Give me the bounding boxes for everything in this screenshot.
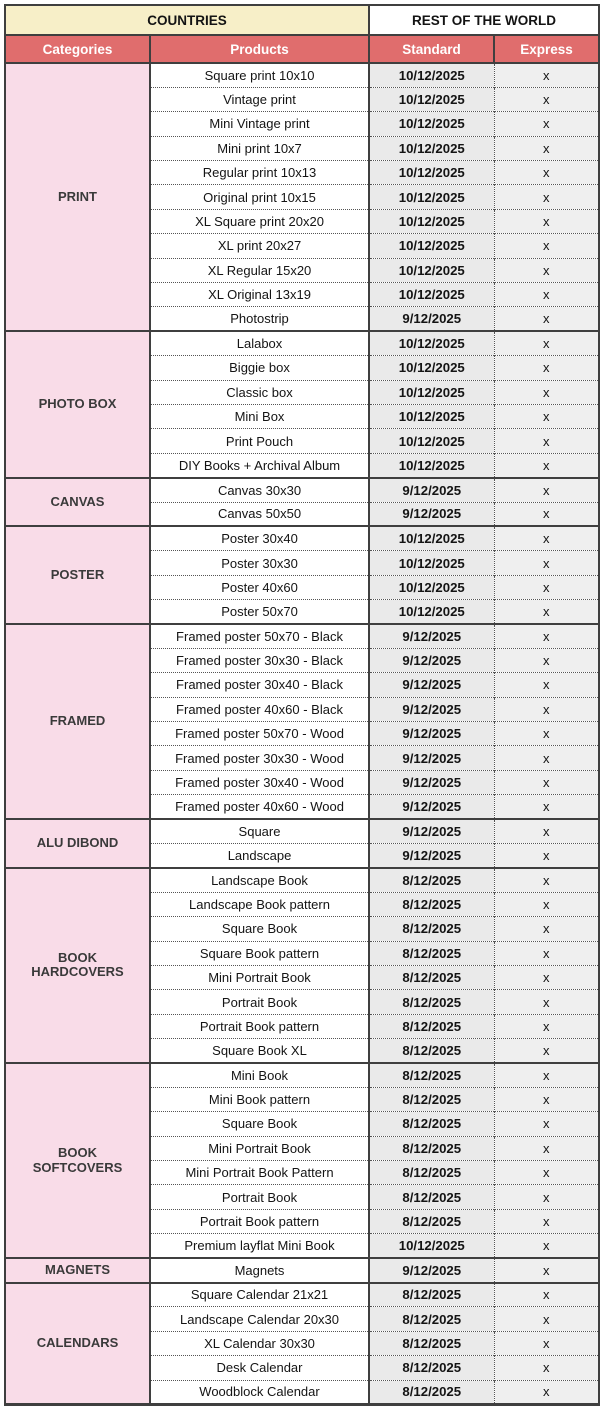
standard-date-cell: 10/12/2025 xyxy=(369,258,494,282)
express-cell: x xyxy=(494,283,599,307)
table-row xyxy=(5,1063,599,1087)
standard-date-cell: 9/12/2025 xyxy=(369,624,494,648)
product-cell: Portrait Book xyxy=(150,1185,369,1209)
table-row xyxy=(5,478,599,502)
standard-date-cell: 10/12/2025 xyxy=(369,283,494,307)
express-cell: x xyxy=(494,624,599,648)
express-cell: x xyxy=(494,965,599,989)
express-cell: x xyxy=(494,453,599,477)
standard-date-cell: 8/12/2025 xyxy=(369,917,494,941)
product-cell: Biggie box xyxy=(150,356,369,380)
product-cell: Desk Calendar xyxy=(150,1356,369,1380)
product-cell: Portrait Book xyxy=(150,990,369,1014)
express-cell: x xyxy=(494,1283,599,1307)
category-cell: BOOK SOFTCOVERS xyxy=(5,1063,150,1258)
standard-date-cell: 10/12/2025 xyxy=(369,87,494,111)
standard-date-cell: 10/12/2025 xyxy=(369,136,494,160)
product-cell: Portrait Book pattern xyxy=(150,1209,369,1233)
express-cell: x xyxy=(494,770,599,794)
product-cell: Landscape xyxy=(150,844,369,868)
standard-date-cell: 10/12/2025 xyxy=(369,331,494,355)
product-cell: Mini Vintage print xyxy=(150,112,369,136)
express-cell: x xyxy=(494,941,599,965)
express-cell: x xyxy=(494,648,599,672)
express-cell: x xyxy=(494,917,599,941)
standard-date-cell: 8/12/2025 xyxy=(369,1185,494,1209)
table-row xyxy=(5,526,599,550)
standard-date-cell: 9/12/2025 xyxy=(369,502,494,526)
product-cell: Woodblock Calendar xyxy=(150,1380,369,1404)
express-cell: x xyxy=(494,380,599,404)
table-row xyxy=(5,1258,599,1282)
express-cell: x xyxy=(494,673,599,697)
express-cell: x xyxy=(494,868,599,892)
product-cell: Vintage print xyxy=(150,87,369,111)
standard-date-cell: 10/12/2025 xyxy=(369,234,494,258)
category-cell: ALU DIBOND xyxy=(5,819,150,868)
standard-date-cell: 8/12/2025 xyxy=(369,1307,494,1331)
express-cell: x xyxy=(494,746,599,770)
category-cell: MAGNETS xyxy=(5,1258,150,1282)
product-cell: DIY Books + Archival Album xyxy=(150,453,369,477)
product-cell: Portrait Book pattern xyxy=(150,1014,369,1038)
express-cell: x xyxy=(494,87,599,111)
express-cell: x xyxy=(494,1380,599,1404)
product-cell: XL Original 13x19 xyxy=(150,283,369,307)
express-cell: x xyxy=(494,112,599,136)
product-cell: Framed poster 30x30 - Black xyxy=(150,648,369,672)
express-cell: x xyxy=(494,331,599,355)
express-cell: x xyxy=(494,1014,599,1038)
express-cell: x xyxy=(494,136,599,160)
standard-date-cell: 10/12/2025 xyxy=(369,63,494,87)
standard-date-cell: 8/12/2025 xyxy=(369,1136,494,1160)
product-cell: Framed poster 30x40 - Wood xyxy=(150,770,369,794)
product-cell: Framed poster 50x70 - Wood xyxy=(150,722,369,746)
product-cell: Canvas 30x30 xyxy=(150,478,369,502)
product-cell: Magnets xyxy=(150,1258,369,1282)
standard-date-cell: 9/12/2025 xyxy=(369,722,494,746)
express-cell: x xyxy=(494,307,599,331)
product-cell: Classic box xyxy=(150,380,369,404)
standard-date-cell: 8/12/2025 xyxy=(369,1039,494,1063)
product-cell: XL Square print 20x20 xyxy=(150,209,369,233)
standard-date-cell: 10/12/2025 xyxy=(369,209,494,233)
standard-date-cell: 9/12/2025 xyxy=(369,819,494,843)
category-cell: FRAMED xyxy=(5,624,150,819)
express-cell: x xyxy=(494,526,599,550)
standard-date-cell: 9/12/2025 xyxy=(369,673,494,697)
product-cell: Photostrip xyxy=(150,307,369,331)
express-cell: x xyxy=(494,990,599,1014)
product-cell: Poster 30x30 xyxy=(150,551,369,575)
shipping-deadlines-table xyxy=(4,4,600,1406)
table-row xyxy=(5,331,599,355)
countries-header: COUNTRIES xyxy=(5,5,369,35)
express-cell: x xyxy=(494,1258,599,1282)
product-cell: Square print 10x10 xyxy=(150,63,369,87)
express-cell: x xyxy=(494,1209,599,1233)
product-cell: Print Pouch xyxy=(150,429,369,453)
standard-date-cell: 9/12/2025 xyxy=(369,770,494,794)
product-cell: Square Book XL xyxy=(150,1039,369,1063)
category-cell: BOOK HARDCOVERS xyxy=(5,868,150,1063)
express-cell: x xyxy=(494,63,599,87)
standard-date-cell: 8/12/2025 xyxy=(369,1112,494,1136)
product-cell: Square Book xyxy=(150,917,369,941)
express-cell: x xyxy=(494,575,599,599)
standard-date-cell: 10/12/2025 xyxy=(369,575,494,599)
standard-column-header: Standard xyxy=(369,35,494,63)
express-column-header: Express xyxy=(494,35,599,63)
product-cell: Mini print 10x7 xyxy=(150,136,369,160)
product-cell: Mini Portrait Book xyxy=(150,965,369,989)
category-cell: CALENDARS xyxy=(5,1283,150,1405)
products-column-header: Products xyxy=(150,35,369,63)
standard-date-cell: 9/12/2025 xyxy=(369,307,494,331)
product-cell: Mini Book pattern xyxy=(150,1087,369,1111)
express-cell: x xyxy=(494,185,599,209)
category-cell: PRINT xyxy=(5,63,150,331)
product-cell: Mini Portrait Book xyxy=(150,1136,369,1160)
product-cell: Mini Portrait Book Pattern xyxy=(150,1161,369,1185)
express-cell: x xyxy=(494,209,599,233)
table-row xyxy=(5,868,599,892)
express-cell: x xyxy=(494,722,599,746)
product-cell: Poster 30x40 xyxy=(150,526,369,550)
header-row-columns xyxy=(5,35,599,63)
standard-date-cell: 9/12/2025 xyxy=(369,746,494,770)
standard-date-cell: 8/12/2025 xyxy=(369,965,494,989)
standard-date-cell: 9/12/2025 xyxy=(369,795,494,819)
product-cell: Canvas 50x50 xyxy=(150,502,369,526)
product-cell: Landscape Book xyxy=(150,868,369,892)
express-cell: x xyxy=(494,600,599,624)
table-body xyxy=(5,63,599,1404)
standard-date-cell: 9/12/2025 xyxy=(369,478,494,502)
express-cell: x xyxy=(494,478,599,502)
product-cell: Poster 40x60 xyxy=(150,575,369,599)
standard-date-cell: 10/12/2025 xyxy=(369,112,494,136)
header-row-top xyxy=(5,5,599,35)
express-cell: x xyxy=(494,234,599,258)
product-cell: Framed poster 30x40 - Black xyxy=(150,673,369,697)
product-cell: Landscape Calendar 20x30 xyxy=(150,1307,369,1331)
standard-date-cell: 8/12/2025 xyxy=(369,941,494,965)
product-cell: XL Regular 15x20 xyxy=(150,258,369,282)
express-cell: x xyxy=(494,404,599,428)
express-cell: x xyxy=(494,1039,599,1063)
table-row xyxy=(5,624,599,648)
product-cell: Framed poster 50x70 - Black xyxy=(150,624,369,648)
product-cell: Premium layflat Mini Book xyxy=(150,1234,369,1258)
express-cell: x xyxy=(494,1331,599,1355)
product-cell: XL Calendar 30x30 xyxy=(150,1331,369,1355)
express-cell: x xyxy=(494,1087,599,1111)
express-cell: x xyxy=(494,892,599,916)
standard-date-cell: 9/12/2025 xyxy=(369,697,494,721)
express-cell: x xyxy=(494,551,599,575)
standard-date-cell: 10/12/2025 xyxy=(369,161,494,185)
express-cell: x xyxy=(494,1185,599,1209)
express-cell: x xyxy=(494,795,599,819)
rest-of-world-header: REST OF THE WORLD xyxy=(369,5,599,35)
product-cell: Square Calendar 21x21 xyxy=(150,1283,369,1307)
standard-date-cell: 10/12/2025 xyxy=(369,600,494,624)
product-cell: Lalabox xyxy=(150,331,369,355)
express-cell: x xyxy=(494,161,599,185)
table-row xyxy=(5,819,599,843)
product-cell: Mini Box xyxy=(150,404,369,428)
standard-date-cell: 8/12/2025 xyxy=(369,1380,494,1404)
standard-date-cell: 8/12/2025 xyxy=(369,1356,494,1380)
categories-column-header: Categories xyxy=(5,35,150,63)
category-cell: POSTER xyxy=(5,526,150,624)
product-cell: Framed poster 40x60 - Wood xyxy=(150,795,369,819)
standard-date-cell: 8/12/2025 xyxy=(369,1283,494,1307)
standard-date-cell: 10/12/2025 xyxy=(369,356,494,380)
express-cell: x xyxy=(494,258,599,282)
standard-date-cell: 10/12/2025 xyxy=(369,404,494,428)
product-cell: Poster 50x70 xyxy=(150,600,369,624)
standard-date-cell: 8/12/2025 xyxy=(369,990,494,1014)
product-cell: Mini Book xyxy=(150,1063,369,1087)
standard-date-cell: 10/12/2025 xyxy=(369,185,494,209)
standard-date-cell: 8/12/2025 xyxy=(369,1331,494,1355)
standard-date-cell: 8/12/2025 xyxy=(369,1014,494,1038)
product-cell: Square Book xyxy=(150,1112,369,1136)
product-cell: Framed poster 30x30 - Wood xyxy=(150,746,369,770)
standard-date-cell: 10/12/2025 xyxy=(369,526,494,550)
express-cell: x xyxy=(494,844,599,868)
table-row xyxy=(5,1283,599,1307)
standard-date-cell: 10/12/2025 xyxy=(369,1234,494,1258)
express-cell: x xyxy=(494,697,599,721)
product-cell: XL print 20x27 xyxy=(150,234,369,258)
standard-date-cell: 10/12/2025 xyxy=(369,551,494,575)
standard-date-cell: 8/12/2025 xyxy=(369,1087,494,1111)
product-cell: Landscape Book pattern xyxy=(150,892,369,916)
express-cell: x xyxy=(494,429,599,453)
express-cell: x xyxy=(494,1234,599,1258)
product-cell: Square xyxy=(150,819,369,843)
express-cell: x xyxy=(494,356,599,380)
product-cell: Square Book pattern xyxy=(150,941,369,965)
product-cell: Regular print 10x13 xyxy=(150,161,369,185)
standard-date-cell: 8/12/2025 xyxy=(369,1063,494,1087)
standard-date-cell: 10/12/2025 xyxy=(369,380,494,404)
category-cell: PHOTO BOX xyxy=(5,331,150,477)
express-cell: x xyxy=(494,1112,599,1136)
standard-date-cell: 8/12/2025 xyxy=(369,892,494,916)
standard-date-cell: 10/12/2025 xyxy=(369,453,494,477)
standard-date-cell: 9/12/2025 xyxy=(369,844,494,868)
express-cell: x xyxy=(494,819,599,843)
express-cell: x xyxy=(494,1307,599,1331)
standard-date-cell: 10/12/2025 xyxy=(369,429,494,453)
product-cell: Original print 10x15 xyxy=(150,185,369,209)
express-cell: x xyxy=(494,1063,599,1087)
standard-date-cell: 8/12/2025 xyxy=(369,1209,494,1233)
express-cell: x xyxy=(494,1136,599,1160)
standard-date-cell: 8/12/2025 xyxy=(369,868,494,892)
category-cell: CANVAS xyxy=(5,478,150,527)
express-cell: x xyxy=(494,502,599,526)
standard-date-cell: 8/12/2025 xyxy=(369,1161,494,1185)
express-cell: x xyxy=(494,1161,599,1185)
product-cell: Framed poster 40x60 - Black xyxy=(150,697,369,721)
standard-date-cell: 9/12/2025 xyxy=(369,1258,494,1282)
table-row xyxy=(5,63,599,87)
standard-date-cell: 9/12/2025 xyxy=(369,648,494,672)
express-cell: x xyxy=(494,1356,599,1380)
